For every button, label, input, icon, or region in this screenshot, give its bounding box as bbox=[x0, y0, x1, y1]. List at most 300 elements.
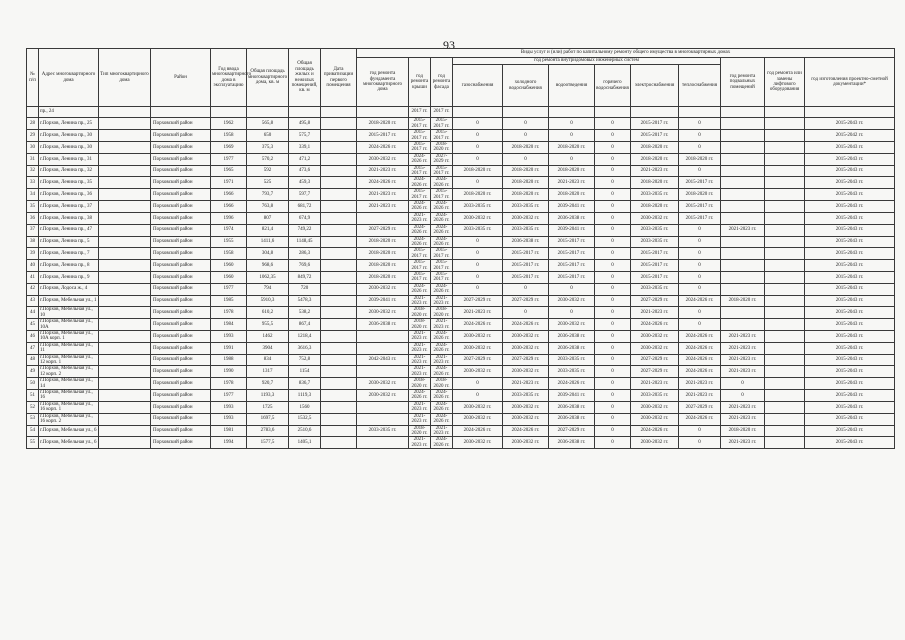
living-area-cell: 459,3 bbox=[289, 177, 321, 189]
roof-cell: 2024-2026 гг. bbox=[409, 224, 431, 236]
foundation-cell bbox=[357, 437, 409, 449]
col-lift: год ремонта или замены лифтового оборудования bbox=[765, 58, 805, 107]
address-cell: г.Порхов, Мебельная ул., 12 корп. 1 bbox=[39, 354, 99, 366]
cold-water-cell: 0 bbox=[503, 153, 549, 165]
district-cell: Порховский район bbox=[151, 165, 211, 177]
design-docs-cell: 2015-2043 гг. bbox=[805, 331, 895, 343]
address-cell: г.Порхов, Мебельная ул., 10 bbox=[39, 307, 99, 319]
address-cell: г.Порхов, Ленина пр., 37 bbox=[39, 201, 99, 213]
heating-cell: 0 bbox=[679, 437, 721, 449]
total-area-cell: 968,6 bbox=[247, 260, 289, 272]
gas-cell: 2021-2023 гг. bbox=[453, 307, 503, 319]
cold-water-cell: 2024-2026 гг. bbox=[503, 319, 549, 331]
hot-water-cell: 0 bbox=[595, 224, 631, 236]
roof-cell: 2024-2026 гг. bbox=[409, 236, 431, 248]
living-area-cell: 575,7 bbox=[289, 130, 321, 142]
basement-cell: 0 bbox=[721, 378, 765, 390]
type-cell bbox=[99, 413, 151, 425]
privatization-cell bbox=[321, 177, 357, 189]
roof-cell: 2021-2023 гг. bbox=[409, 354, 431, 366]
district-cell: Порховский район bbox=[151, 413, 211, 425]
col-district: Район bbox=[151, 49, 211, 107]
col-cold-water: холодного водоснабжения bbox=[503, 65, 549, 107]
hot-water-cell: 0 bbox=[595, 248, 631, 260]
address-cell: г.Порхов, Мебельная ул., 12 корп. 2 bbox=[39, 366, 99, 378]
basement-cell bbox=[721, 260, 765, 272]
total-area-cell: 1697,5 bbox=[247, 413, 289, 425]
design-docs-cell: 2015-2043 гг. bbox=[805, 118, 895, 130]
district-cell bbox=[151, 107, 211, 118]
table-row bbox=[27, 165, 895, 177]
year-built-cell: 1993 bbox=[211, 413, 247, 425]
living-area-cell: 597,7 bbox=[289, 189, 321, 201]
district-cell: Порховский район bbox=[151, 331, 211, 343]
privatization-cell bbox=[321, 307, 357, 319]
sewer-cell: 2015-2017 гг. bbox=[549, 248, 595, 260]
privatization-cell bbox=[321, 118, 357, 130]
hot-water-cell: 0 bbox=[595, 342, 631, 354]
heating-cell: 0 bbox=[679, 165, 721, 177]
cold-water-cell: 2015-2017 гг. bbox=[503, 248, 549, 260]
gas-cell: 2027-2029 гг. bbox=[453, 354, 503, 366]
hot-water-cell: 0 bbox=[595, 295, 631, 307]
living-area-cell: 752,8 bbox=[289, 354, 321, 366]
row-number: 43 bbox=[27, 295, 39, 307]
hot-water-cell: 0 bbox=[595, 165, 631, 177]
type-cell bbox=[99, 177, 151, 189]
lift-cell bbox=[765, 201, 805, 213]
heating-cell: 2021-2023 гг. bbox=[679, 390, 721, 402]
total-area-cell: 807 bbox=[247, 212, 289, 224]
basement-cell bbox=[721, 319, 765, 331]
total-area-cell: 763,8 bbox=[247, 201, 289, 213]
type-cell bbox=[99, 283, 151, 295]
hot-water-cell: 0 bbox=[595, 354, 631, 366]
table-row bbox=[27, 177, 895, 189]
table-row bbox=[27, 153, 895, 165]
sewer-cell: 2018-2020 гг. bbox=[549, 165, 595, 177]
cold-water-cell: 2018-2020 гг. bbox=[503, 177, 549, 189]
table-row bbox=[27, 390, 895, 402]
hot-water-cell: 0 bbox=[595, 331, 631, 343]
year-built-cell: 1988 bbox=[211, 354, 247, 366]
gas-cell: 2024-2026 гг. bbox=[453, 319, 503, 331]
facade-cell: 2018-2020 гг. bbox=[431, 142, 453, 154]
col-heating: теплоснабжения bbox=[679, 65, 721, 107]
facade-cell: 2024-2026 гг. bbox=[431, 283, 453, 295]
header-work-types: Виды услуг и (или) работ по капитальному ремонту общего имущества в многоквартирных домах bbox=[357, 49, 895, 58]
roof-cell: 2015-2017 гг. bbox=[409, 271, 431, 283]
total-area-cell: 565,8 bbox=[247, 118, 289, 130]
heating-cell: 0 bbox=[679, 425, 721, 437]
table-row bbox=[27, 130, 895, 142]
cold-water-cell: 2030-2032 гг. bbox=[503, 366, 549, 378]
row-number: 36 bbox=[27, 212, 39, 224]
heating-cell: 0 bbox=[679, 271, 721, 283]
total-area-cell: 592 bbox=[247, 165, 289, 177]
design-docs-cell: 2015-2043 гг. bbox=[805, 378, 895, 390]
repair-schedule-table-wrap bbox=[26, 48, 888, 449]
table-row bbox=[27, 271, 895, 283]
privatization-cell bbox=[321, 390, 357, 402]
privatization-cell bbox=[321, 319, 357, 331]
basement-cell bbox=[721, 307, 765, 319]
gas-cell: 2018-2020 гг. bbox=[453, 165, 503, 177]
living-area-cell: 5478,3 bbox=[289, 295, 321, 307]
total-area-cell: 5910,3 bbox=[247, 295, 289, 307]
facade-cell: 2015-2017 гг. bbox=[431, 260, 453, 272]
foundation-cell: 2021-2023 гг. bbox=[357, 189, 409, 201]
hot-water-cell: 0 bbox=[595, 378, 631, 390]
basement-cell: 2021-2023 гг. bbox=[721, 401, 765, 413]
living-area-cell: 538,2 bbox=[289, 307, 321, 319]
hot-water-cell: 0 bbox=[595, 425, 631, 437]
electric-cell: 2027-2029 гг. bbox=[631, 295, 679, 307]
district-cell: Порховский район bbox=[151, 366, 211, 378]
gas-cell: 2030-2032 гг. bbox=[453, 331, 503, 343]
hot-water-cell: 0 bbox=[595, 201, 631, 213]
heating-cell: 2024-2026 гг. bbox=[679, 295, 721, 307]
roof-cell: 2021-2023 гг. bbox=[409, 413, 431, 425]
cold-water-cell: 2018-2020 гг. bbox=[503, 165, 549, 177]
facade-cell: 2015-2017 гг. bbox=[431, 130, 453, 142]
living-area-cell: 1148,45 bbox=[289, 236, 321, 248]
sewer-cell: 2036-2038 гг. bbox=[549, 413, 595, 425]
electric-cell bbox=[631, 107, 679, 118]
electric-cell: 2024-2026 гг. bbox=[631, 425, 679, 437]
col-foundation: год ремонта фундамента многоквартирного дома bbox=[357, 58, 409, 107]
hot-water-cell: 0 bbox=[595, 319, 631, 331]
roof-cell: 2024-2026 гг. bbox=[409, 201, 431, 213]
foundation-cell: 2021-2023 гг. bbox=[357, 165, 409, 177]
total-area-cell: 375,3 bbox=[247, 142, 289, 154]
foundation-cell: 2018-2020 гг. bbox=[357, 260, 409, 272]
total-area-cell: 610,2 bbox=[247, 307, 289, 319]
cold-water-cell: 2018-2020 гг. bbox=[503, 189, 549, 201]
facade-cell: 2024-2026 гг. bbox=[431, 331, 453, 343]
gas-cell: 2027-2029 гг. bbox=[453, 295, 503, 307]
district-cell: Порховский район bbox=[151, 236, 211, 248]
table-row bbox=[27, 248, 895, 260]
lift-cell bbox=[765, 390, 805, 402]
total-area-cell: 920,7 bbox=[247, 378, 289, 390]
privatization-cell bbox=[321, 425, 357, 437]
year-built-cell: 1966 bbox=[211, 189, 247, 201]
district-cell: Порховский район bbox=[151, 118, 211, 130]
total-area-cell: 1462 bbox=[247, 331, 289, 343]
heating-cell: 0 bbox=[679, 224, 721, 236]
electric-cell: 2033-2035 гг. bbox=[631, 189, 679, 201]
cold-water-cell: 2027-2029 гг. bbox=[503, 354, 549, 366]
cold-water-cell: 2033-2035 гг. bbox=[503, 201, 549, 213]
facade-cell: 2015-2017 гг. bbox=[431, 165, 453, 177]
lift-cell bbox=[765, 153, 805, 165]
privatization-cell bbox=[321, 224, 357, 236]
electric-cell: 2018-2020 гг. bbox=[631, 201, 679, 213]
row-number: 40 bbox=[27, 260, 39, 272]
table-row bbox=[27, 201, 895, 213]
total-area-cell: 793,7 bbox=[247, 189, 289, 201]
privatization-cell bbox=[321, 212, 357, 224]
cold-water-cell: 0 bbox=[503, 283, 549, 295]
facade-cell: 2015-2017 гг. bbox=[431, 189, 453, 201]
design-docs-cell: 2015-2043 гг. bbox=[805, 366, 895, 378]
district-cell: Порховский район bbox=[151, 307, 211, 319]
gas-cell: 2030-2032 гг. bbox=[453, 437, 503, 449]
foundation-cell: 2030-2032 гг. bbox=[357, 307, 409, 319]
basement-cell: 2018-2020 гг. bbox=[721, 295, 765, 307]
type-cell bbox=[99, 201, 151, 213]
heating-cell: 2024-2026 гг. bbox=[679, 366, 721, 378]
col-gas: газоснабжения bbox=[453, 65, 503, 107]
sewer-cell: 2015-2017 гг. bbox=[549, 236, 595, 248]
address-cell: г.Порхов, Ленина пр., 38 bbox=[39, 212, 99, 224]
gas-cell: 2024-2026 гг. bbox=[453, 425, 503, 437]
type-cell bbox=[99, 425, 151, 437]
design-docs-cell: 2015-2043 гг. bbox=[805, 201, 895, 213]
heating-cell bbox=[679, 107, 721, 118]
living-area-cell: 339,1 bbox=[289, 142, 321, 154]
facade-cell: 2015-2017 гг. bbox=[431, 248, 453, 260]
type-cell bbox=[99, 401, 151, 413]
gas-cell: 2030-2032 гг. bbox=[453, 366, 503, 378]
hot-water-cell: 0 bbox=[595, 401, 631, 413]
heating-cell: 2021-2023 гг. bbox=[679, 378, 721, 390]
sewer-cell: 2018-2020 гг. bbox=[549, 142, 595, 154]
cold-water-cell: 2033-2035 гг. bbox=[503, 224, 549, 236]
roof-cell: 2021-2023 гг. bbox=[409, 212, 431, 224]
lift-cell bbox=[765, 142, 805, 154]
row-number: 55 bbox=[27, 437, 39, 449]
design-docs-cell bbox=[805, 107, 895, 118]
living-area-cell: 720 bbox=[289, 283, 321, 295]
basement-cell bbox=[721, 130, 765, 142]
lift-cell bbox=[765, 366, 805, 378]
district-cell: Порховский район bbox=[151, 437, 211, 449]
foundation-cell: 2042-2043 гг. bbox=[357, 354, 409, 366]
lift-cell bbox=[765, 177, 805, 189]
address-cell: г.Порхов, Мебельная ул., 1 bbox=[39, 295, 99, 307]
foundation-cell: 2039-2041 гг. bbox=[357, 295, 409, 307]
living-area-cell: 836,7 bbox=[289, 378, 321, 390]
hot-water-cell: 0 bbox=[595, 212, 631, 224]
hot-water-cell: 0 bbox=[595, 142, 631, 154]
foundation-cell: 2036-2038 гг. bbox=[357, 319, 409, 331]
privatization-cell bbox=[321, 354, 357, 366]
heating-cell: 2018-2020 гг. bbox=[679, 153, 721, 165]
table-row bbox=[27, 224, 895, 236]
electric-cell: 2018-2020 гг. bbox=[631, 177, 679, 189]
basement-cell bbox=[721, 142, 765, 154]
privatization-cell bbox=[321, 165, 357, 177]
row-number: 29 bbox=[27, 130, 39, 142]
design-docs-cell: 2015-2043 гг. bbox=[805, 189, 895, 201]
address-cell: г.Порхов, Ленина пр., 25 bbox=[39, 118, 99, 130]
basement-cell: 2021-2023 гг. bbox=[721, 342, 765, 354]
table-body bbox=[27, 107, 895, 449]
col-type: Тип многоквартирного дома bbox=[99, 49, 151, 107]
facade-cell: 2021-2023 гг. bbox=[431, 354, 453, 366]
heating-cell: 2015-2017 гг. bbox=[679, 212, 721, 224]
electric-cell: 2015-2017 гг. bbox=[631, 248, 679, 260]
hot-water-cell: 0 bbox=[595, 283, 631, 295]
district-cell: Порховский район bbox=[151, 224, 211, 236]
lift-cell bbox=[765, 413, 805, 425]
electric-cell: 2015-2017 гг. bbox=[631, 118, 679, 130]
facade-cell: 2024-2026 гг. bbox=[431, 201, 453, 213]
gas-cell: 2033-2035 гг. bbox=[453, 201, 503, 213]
header-engineering-systems: год ремонта внутридомовых инженерных систем bbox=[453, 58, 721, 65]
electric-cell: 2027-2029 гг. bbox=[631, 366, 679, 378]
foundation-cell bbox=[357, 342, 409, 354]
sewer-cell: 0 bbox=[549, 283, 595, 295]
lift-cell bbox=[765, 354, 805, 366]
facade-cell: 2015-2017 гг. bbox=[431, 271, 453, 283]
cold-water-cell: 2018-2020 гг. bbox=[503, 142, 549, 154]
roof-cell: 2018-2020 гг. bbox=[409, 425, 431, 437]
sewer-cell: 2036-2038 гг. bbox=[549, 401, 595, 413]
gas-cell: 2030-2032 гг. bbox=[453, 342, 503, 354]
privatization-cell bbox=[321, 331, 357, 343]
design-docs-cell: 2015-2043 гг. bbox=[805, 295, 895, 307]
heating-cell: 2024-2026 гг. bbox=[679, 331, 721, 343]
year-built-cell: 1978 bbox=[211, 378, 247, 390]
sewer-cell: 0 bbox=[549, 130, 595, 142]
privatization-cell bbox=[321, 201, 357, 213]
address-cell: г.Порхов, Ленина пр., 47 bbox=[39, 224, 99, 236]
hot-water-cell: 0 bbox=[595, 189, 631, 201]
cold-water-cell: 2030-2032 гг. bbox=[503, 437, 549, 449]
table-row bbox=[27, 236, 895, 248]
sewer-cell: 2036-2038 гг. bbox=[549, 342, 595, 354]
type-cell bbox=[99, 366, 151, 378]
type-cell bbox=[99, 224, 151, 236]
year-built-cell: 1965 bbox=[211, 165, 247, 177]
electric-cell: 2018-2020 гг. bbox=[631, 142, 679, 154]
basement-cell bbox=[721, 165, 765, 177]
type-cell bbox=[99, 331, 151, 343]
district-cell: Порховский район bbox=[151, 260, 211, 272]
facade-cell: 2015-2017 гг. bbox=[431, 118, 453, 130]
basement-cell bbox=[721, 248, 765, 260]
facade-cell: 2017 гг. bbox=[431, 107, 453, 118]
cold-water-cell: 2021-2023 гг. bbox=[503, 378, 549, 390]
hot-water-cell: 0 bbox=[595, 366, 631, 378]
privatization-cell bbox=[321, 295, 357, 307]
year-built-cell: 1955 bbox=[211, 236, 247, 248]
basement-cell bbox=[721, 212, 765, 224]
heating-cell: 0 bbox=[679, 319, 721, 331]
sewer-cell: 2024-2026 гг. bbox=[549, 378, 595, 390]
total-area-cell bbox=[247, 107, 289, 118]
electric-cell: 2033-2035 гг. bbox=[631, 390, 679, 402]
facade-cell: 2024-2026 гг. bbox=[431, 224, 453, 236]
year-built-cell: 1960 bbox=[211, 260, 247, 272]
facade-cell: 2024-2026 гг. bbox=[431, 342, 453, 354]
design-docs-cell: 2015-2043 гг. bbox=[805, 271, 895, 283]
address-cell: г.Порхов, Мебельная ул., 16 корп. 1 bbox=[39, 401, 99, 413]
total-area-cell: 2783,6 bbox=[247, 425, 289, 437]
living-area-cell: 471,2 bbox=[289, 153, 321, 165]
gas-cell: 0 bbox=[453, 248, 503, 260]
heating-cell: 2015-2017 гг. bbox=[679, 201, 721, 213]
table-header bbox=[27, 49, 895, 107]
district-cell: Порховский район bbox=[151, 189, 211, 201]
cold-water-cell: 0 bbox=[503, 130, 549, 142]
sewer-cell: 2036-2038 гг. bbox=[549, 331, 595, 343]
col-living-area: Общая площадь жилых и нежилых помещений, кв. м bbox=[289, 49, 321, 107]
basement-cell: 2018-2020 гг. bbox=[721, 425, 765, 437]
hot-water-cell: 0 bbox=[595, 390, 631, 402]
district-cell: Порховский район bbox=[151, 378, 211, 390]
sewer-cell: 0 bbox=[549, 307, 595, 319]
year-built-cell: 1974 bbox=[211, 224, 247, 236]
sewer-cell: 2015-2017 гг. bbox=[549, 260, 595, 272]
hot-water-cell: 0 bbox=[595, 437, 631, 449]
row-number: 32 bbox=[27, 165, 39, 177]
col-num: № п/п bbox=[27, 49, 39, 107]
heating-cell: 0 bbox=[679, 130, 721, 142]
table-row bbox=[27, 212, 895, 224]
sewer-cell bbox=[549, 107, 595, 118]
gas-cell bbox=[453, 107, 503, 118]
table-row bbox=[27, 366, 895, 378]
design-docs-cell: 2015-2043 гг. bbox=[805, 413, 895, 425]
district-cell: Порховский район bbox=[151, 390, 211, 402]
foundation-cell: 2024-2026 гг. bbox=[357, 177, 409, 189]
row-number: 37 bbox=[27, 224, 39, 236]
basement-cell bbox=[721, 236, 765, 248]
privatization-cell bbox=[321, 107, 357, 118]
sewer-cell: 0 bbox=[549, 153, 595, 165]
sewer-cell: 2030-2032 гг. bbox=[549, 295, 595, 307]
row-number: 45 bbox=[27, 319, 39, 331]
year-built-cell: 1971 bbox=[211, 177, 247, 189]
design-docs-cell: 2015-2043 гг. bbox=[805, 165, 895, 177]
living-area-cell: 769,6 bbox=[289, 260, 321, 272]
lift-cell bbox=[765, 165, 805, 177]
heating-cell: 2015-2017 гг. bbox=[679, 177, 721, 189]
district-cell: Порховский район bbox=[151, 130, 211, 142]
basement-cell: 2021-2023 гг. bbox=[721, 224, 765, 236]
living-area-cell: 749,22 bbox=[289, 224, 321, 236]
type-cell bbox=[99, 153, 151, 165]
total-area-cell: 821,4 bbox=[247, 224, 289, 236]
row-number: 31 bbox=[27, 153, 39, 165]
total-area-cell: 3904 bbox=[247, 342, 289, 354]
year-built-cell: 1977 bbox=[211, 390, 247, 402]
district-cell: Порховский район bbox=[151, 212, 211, 224]
address-cell: г.Порхов, Мебельная ул., 14 bbox=[39, 378, 99, 390]
basement-cell bbox=[721, 107, 765, 118]
foundation-cell: 2030-2032 гг. bbox=[357, 378, 409, 390]
facade-cell: 2024-2026 гг. bbox=[431, 236, 453, 248]
row-number bbox=[27, 107, 39, 118]
foundation-cell: 2030-2032 гг. bbox=[357, 283, 409, 295]
year-built-cell: 1993 bbox=[211, 331, 247, 343]
row-number: 39 bbox=[27, 248, 39, 260]
foundation-cell: 2024-2026 гг. bbox=[357, 142, 409, 154]
gas-cell: 2030-2032 гг. bbox=[453, 212, 503, 224]
hot-water-cell: 0 bbox=[595, 177, 631, 189]
year-built-cell: 1977 bbox=[211, 153, 247, 165]
type-cell bbox=[99, 390, 151, 402]
district-cell: Порховский район bbox=[151, 295, 211, 307]
facade-cell: 2024-2026 гг. bbox=[431, 366, 453, 378]
type-cell bbox=[99, 107, 151, 118]
address-cell: г.Порхов, Мебельная ул., 16 bbox=[39, 390, 99, 402]
privatization-cell bbox=[321, 142, 357, 154]
